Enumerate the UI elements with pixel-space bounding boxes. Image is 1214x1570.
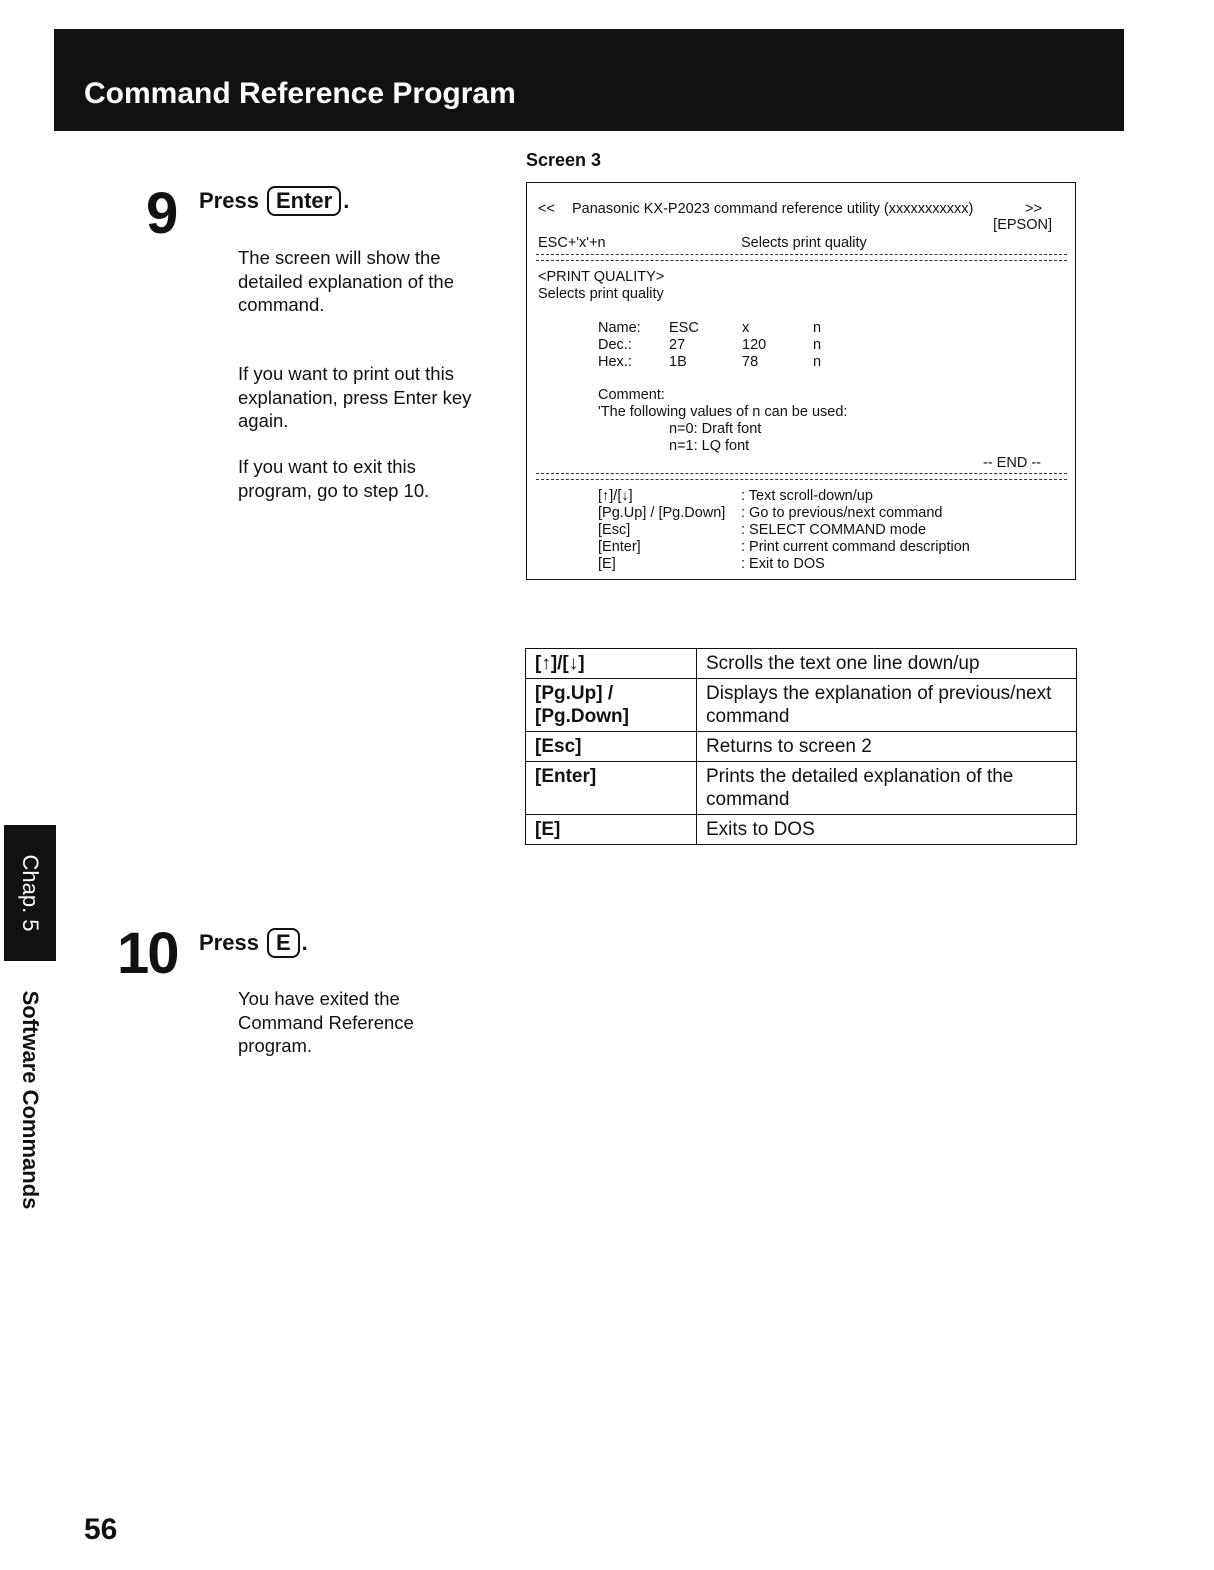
step-10-number: 10 [117, 921, 178, 986]
screen-help-desc: : Exit to DOS [741, 556, 825, 572]
step-9-paragraph-1: The screen will show the detailed explanation of the command. [238, 247, 455, 315]
screen-help-key: [↑]/[↓] [598, 488, 633, 504]
step-9-paragraph-3: If you want to exit this program, go to step 10. [238, 456, 430, 501]
table-row [526, 815, 1077, 845]
screen-row-value: ESC [669, 320, 699, 336]
screen-comment: 'The following values of n can be used: [598, 404, 848, 420]
screen-label: Screen 3 [526, 150, 602, 170]
step-10-period: . [301, 930, 308, 955]
screen-3-box [526, 182, 1076, 580]
screen-title: Panasonic KX-P2023 command reference utility (xxxxxxxxxxx) [572, 201, 974, 217]
table-desc-cell: Scrolls the text one line down/up [697, 649, 1077, 679]
screen-row-value: 120 [742, 337, 767, 353]
e-key-icon: E [267, 928, 300, 958]
screen-end-marker: -- END -- [983, 455, 1041, 471]
screen-row-value: 27 [669, 337, 686, 353]
screen-row-label: Dec.: [598, 337, 632, 353]
screen-divider-top [536, 254, 1067, 261]
page-number: 56 [84, 1513, 118, 1546]
table-desc-cell: Displays the explanation of previous/next command [697, 679, 1077, 732]
chapter-label: Chap. 5 [18, 854, 43, 932]
chapter-tab [4, 825, 56, 961]
screen-value-1: n=1: LQ font [669, 438, 750, 454]
screen-help-key: [Esc] [598, 522, 631, 538]
header-bar [54, 29, 1124, 131]
screen-row-value: n [813, 337, 822, 353]
table-key-cell: [E] [526, 815, 697, 845]
screen-row-value: n [813, 354, 822, 370]
screen-help-key: [E] [598, 556, 616, 572]
keys-table [525, 648, 1077, 845]
table-row [526, 762, 1077, 815]
step-9-press-label: Press [199, 188, 259, 213]
screen-section: <PRINT QUALITY> [538, 269, 665, 285]
step-10-press-label: Press [199, 930, 259, 955]
screen-row-value: 1B [669, 354, 687, 370]
screen-title-left: << [538, 201, 555, 217]
screen-help-key: [Enter] [598, 539, 641, 555]
table-row [526, 732, 1077, 762]
step-10-paragraph: You have exited the Command Reference program. [238, 988, 414, 1056]
screen-row-value: 78 [742, 354, 759, 370]
screen-section-desc: Selects print quality [538, 286, 664, 302]
table-row [526, 649, 1077, 679]
table-row [526, 679, 1077, 732]
step-10-heading [199, 928, 308, 958]
table-desc-cell: Prints the detailed explanation of the command [697, 762, 1077, 815]
screen-command: ESC+'x'+n [538, 235, 606, 251]
screen-title-right: >> [1025, 201, 1042, 217]
step-9-heading [199, 186, 349, 216]
screen-command-desc: Selects print quality [741, 235, 867, 251]
table-key-cell: [Enter] [526, 762, 697, 815]
step-9-period: . [343, 188, 350, 213]
screen-help-desc: : Text scroll-down/up [741, 488, 873, 504]
screen-value-0: n=0: Draft font [669, 421, 762, 437]
table-key-cell: [Pg.Up] / [Pg.Down] [526, 679, 697, 732]
screen-help-desc: : Print current command description [741, 539, 970, 555]
step-9-number: 9 [146, 181, 177, 246]
table-desc-cell: Returns to screen 2 [697, 732, 1077, 762]
step-9-paragraph-2: If you want to print out this explanation, press Enter key again. [238, 363, 472, 431]
page-title: Command Reference Program [84, 77, 516, 110]
screen-row-label: Hex.: [598, 354, 632, 370]
screen-help-key: [Pg.Up] / [Pg.Down] [598, 505, 726, 521]
enter-key-icon: Enter [267, 186, 341, 216]
section-label: Software Commands [18, 990, 43, 1210]
table-key-cell: [↑]/[↓] [526, 649, 697, 679]
screen-divider-bottom [536, 473, 1067, 480]
screen-row-value: n [813, 320, 822, 336]
screen-help-desc: : SELECT COMMAND mode [741, 522, 927, 538]
table-desc-cell: Exits to DOS [697, 815, 1077, 845]
screen-row-value: x [742, 320, 750, 336]
screen-mode: [EPSON] [993, 217, 1052, 233]
screen-help-desc: : Go to previous/next command [741, 505, 943, 521]
table-key-cell: [Esc] [526, 732, 697, 762]
screen-comment-label: Comment: [598, 387, 665, 403]
screen-row-label: Name: [598, 320, 641, 336]
